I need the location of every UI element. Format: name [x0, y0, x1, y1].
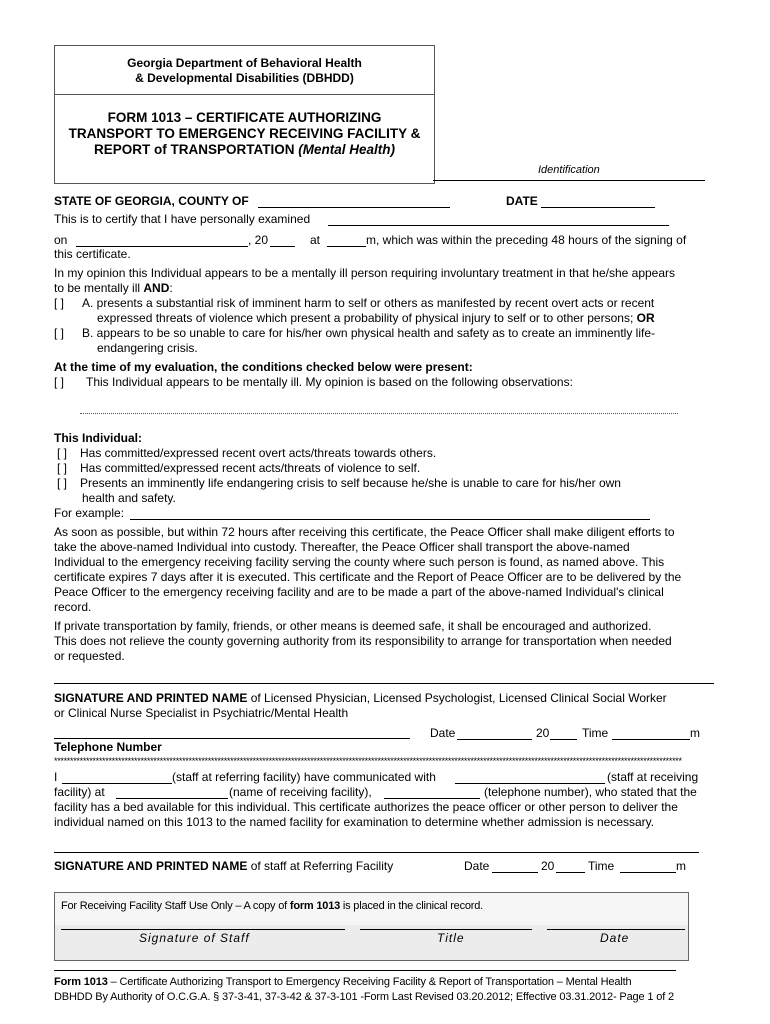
criterion-a-line2 — [97, 311, 655, 326]
on-label: on — [54, 233, 68, 247]
peace-officer-line-6: record. — [54, 600, 92, 614]
private-transport-line-2: This does not relieve the county governing authority from its responsibility to arrange for transportation when needed — [54, 634, 672, 648]
header-box — [54, 45, 435, 184]
within-48-hours-text: m, which was within the preceding 48 hours of the signing of — [366, 233, 687, 247]
referral-line1-end: (staff at receiving — [607, 770, 699, 784]
peace-officer-line-3: Individual to the emergency receiving facility serving the county where such person is found, as named above. This — [54, 555, 665, 569]
evaluation-heading: At the time of my evaluation, the conditions checked below were present: — [54, 360, 473, 374]
date-label: DATE — [506, 194, 538, 208]
receiving-note-text-a: For Receiving Facility Staff Use Only – A copy of — [61, 900, 287, 912]
receiving-note-text-c: is placed in the clinical record. — [342, 900, 484, 912]
examined-individual-field[interactable] — [328, 225, 669, 226]
referral-line2-mid: (name of receiving facility), — [229, 785, 372, 799]
signature2-label — [54, 859, 393, 874]
form-title-line3 — [55, 142, 434, 158]
footer-line2: DBHDD By Authority of O.C.G.A. § 37-3-41, 37-3-42 & 37-3-101 -Form Last Revised 03.20.2012; Effective 03.31.2012- Page 1 of 2 — [54, 991, 675, 1003]
staff-signature-field[interactable] — [61, 929, 345, 930]
opinion-line2-text: to be mentally ill — [54, 281, 141, 295]
footer-form-number: Form 1013 — [54, 976, 108, 988]
signature2-year-label: 20 — [541, 859, 555, 873]
or-emphasis: OR — [636, 311, 655, 325]
footer-line1 — [54, 975, 632, 990]
signature2-m-suffix: m — [676, 859, 686, 873]
for-example-field[interactable] — [130, 519, 650, 520]
signature1-date-label: Date — [430, 726, 456, 740]
peace-officer-line-4: certificate expires 7 days after it is executed. This certificate and the Report of Peace Officer are to be delivered by the — [54, 570, 682, 584]
state-county-label: STATE OF GEORGIA, COUNTY OF — [54, 194, 249, 208]
checkbox-a[interactable]: [ ] — [54, 296, 65, 310]
exam-time-field[interactable] — [327, 246, 366, 247]
referral-facility-label: facility) at — [54, 785, 105, 799]
receiving-facility-field[interactable] — [116, 798, 228, 799]
comma-20-label: , 20 — [248, 233, 269, 247]
criterion-b-line1: B. appears to be so unable to care for his/her own physical health and safety as to create an imminently life- — [82, 326, 655, 340]
identification-line[interactable] — [433, 180, 705, 181]
referral-i-label: I — [54, 770, 58, 784]
referral-line4: individual named on this 1013 to the named facility for examination to determine whether admission is necessary. — [54, 815, 655, 829]
department-name-line1: Georgia Department of Behavioral Health — [127, 56, 362, 70]
receiving-facility-note — [61, 899, 483, 914]
life-endangering-line1: Presents an imminently life endangering crisis to self because he/she is unable to care for his/her own — [80, 476, 621, 490]
form-title-line3-italic: (Mental Health) — [298, 142, 396, 157]
signature1-label — [54, 691, 667, 706]
peace-officer-line-1: As soon as possible, but within 72 hours after receiving this certificate, the Peace Officer shall make diligent efforts to — [54, 525, 675, 539]
footer-rule — [54, 970, 676, 971]
opinion-line2 — [54, 281, 173, 296]
signature1-field[interactable] — [54, 683, 714, 684]
overt-acts-text: Has committed/expressed recent overt acts/threats towards others. — [80, 446, 437, 460]
for-example-label: For example: — [54, 506, 125, 520]
checkbox-violence-self[interactable]: [ ] — [57, 461, 68, 475]
signature2-date-label: Date — [464, 859, 490, 873]
checkbox-overt-acts[interactable]: [ ] — [57, 446, 68, 460]
signature1-label-rest: of Licensed Physician, Licensed Psychologist, Licensed Clinical Social Worker — [250, 691, 667, 705]
signature2-time-label: Time — [588, 859, 615, 873]
receiving-staff-field[interactable] — [455, 783, 605, 784]
private-transport-line-1: If private transportation by family, friends, or other means is deemed safe, it shall be encouraged and authorized. — [54, 619, 652, 633]
checkbox-mentally-ill[interactable]: [ ] — [54, 375, 65, 389]
violence-self-text: Has committed/expressed recent acts/threats of violence to self. — [80, 461, 421, 475]
county-field[interactable] — [258, 207, 450, 208]
footer-form-title: – Certificate Authorizing Transport to Emergency Receiving Facility & Report of Transportation – Mental Health — [110, 976, 632, 988]
opinion-colon: : — [169, 281, 173, 295]
signature1-label-bold: SIGNATURE AND PRINTED NAME — [54, 691, 248, 705]
criterion-a-line2-text: expressed threats of violence which present a probability of physical injury to self or to other persons; — [97, 311, 634, 325]
staff-date-label: Date — [600, 931, 630, 945]
signature2-year-field[interactable] — [556, 872, 585, 873]
signature2-field[interactable] — [54, 852, 699, 853]
observations-field[interactable] — [80, 413, 678, 414]
signature2-date-field[interactable] — [492, 872, 538, 873]
staff-title-field[interactable] — [360, 929, 532, 930]
form-title-line3-main: REPORT of TRANSPORTATION — [93, 142, 295, 157]
mentally-ill-observation-text: This Individual appears to be mentally ill. My opinion is based on the following observations: — [86, 375, 573, 389]
referral-line2-end: (telephone number), who stated that the — [484, 785, 697, 799]
peace-officer-line-2: take the above-named Individual into custody. Thereafter, the Peace Officer shall transport the above-named — [54, 540, 630, 554]
staff-date-field[interactable] — [547, 929, 685, 930]
signature2-label-rest: of staff at Referring Facility — [250, 859, 394, 873]
receiving-note-form: form 1013 — [289, 900, 341, 912]
signature1-year-label: 20 — [536, 726, 550, 740]
signature2-label-bold: SIGNATURE AND PRINTED NAME — [54, 859, 248, 873]
signature1-time-label: Time — [582, 726, 609, 740]
opinion-line1: In my opinion this Individual appears to be a mentally ill person requiring involuntary treatment in that he/she appears — [54, 266, 676, 280]
signature1-m-suffix: m — [690, 726, 700, 740]
receiving-phone-field[interactable] — [384, 798, 480, 799]
exam-year-field[interactable] — [270, 246, 295, 247]
individual-heading: This Individual: — [54, 431, 143, 445]
this-certificate-text: this certificate. — [54, 247, 131, 261]
signature1-date-field[interactable] — [457, 739, 532, 740]
signature-of-staff-label: Signature of Staff — [139, 931, 250, 945]
signature1-year-field[interactable] — [550, 739, 577, 740]
at-label: at — [310, 233, 321, 247]
checkbox-b[interactable]: [ ] — [54, 326, 65, 340]
certify-text: This is to certify that I have personally examined — [54, 212, 311, 226]
receiving-facility-box — [54, 892, 689, 961]
private-transport-line-3: or requested. — [54, 649, 125, 663]
referral-line1-mid: (staff at referring facility) have communicated with — [172, 770, 436, 784]
signature2-time-field[interactable] — [620, 872, 676, 873]
criterion-a-line1: A. presents a substantial risk of imminent harm to self or others as manifested by recent overt acts or recent — [82, 296, 655, 310]
telephone-field[interactable] — [54, 738, 410, 739]
criterion-b-line2: endangering crisis. — [97, 341, 198, 355]
life-endangering-line2: health and safety. — [82, 491, 176, 505]
signature1-time-field[interactable] — [612, 739, 690, 740]
department-name-line2: & Developmental Disabilities (DBHDD) — [135, 71, 354, 85]
referring-staff-field[interactable] — [62, 783, 172, 784]
header-divider — [55, 94, 434, 95]
asterisk-separator: **************************************************************************************************************************************************************************************************** — [54, 756, 682, 766]
signature1-label-line2: or Clinical Nurse Specialist in Psychiatric/Mental Health — [54, 706, 349, 720]
identification-label: Identification — [538, 164, 600, 176]
telephone-number-label: Telephone Number — [54, 740, 162, 754]
checkbox-life-endangering[interactable]: [ ] — [57, 476, 68, 490]
and-emphasis: AND — [143, 281, 170, 295]
form-title-line1: FORM 1013 – CERTIFICATE AUTHORIZING — [107, 110, 382, 125]
peace-officer-line-5: Peace Officer to the emergency receiving facility and are to be made a part of the above-named Individual's clinical — [54, 585, 664, 599]
form-title-line2: TRANSPORT TO EMERGENCY RECEIVING FACILITY & — [68, 126, 421, 141]
referral-line3: facility has a bed available for this individual. This certificate authorizes the peace officer or other person to deliver the — [54, 800, 678, 814]
title-label: Title — [437, 931, 465, 945]
date-field[interactable] — [541, 207, 655, 208]
